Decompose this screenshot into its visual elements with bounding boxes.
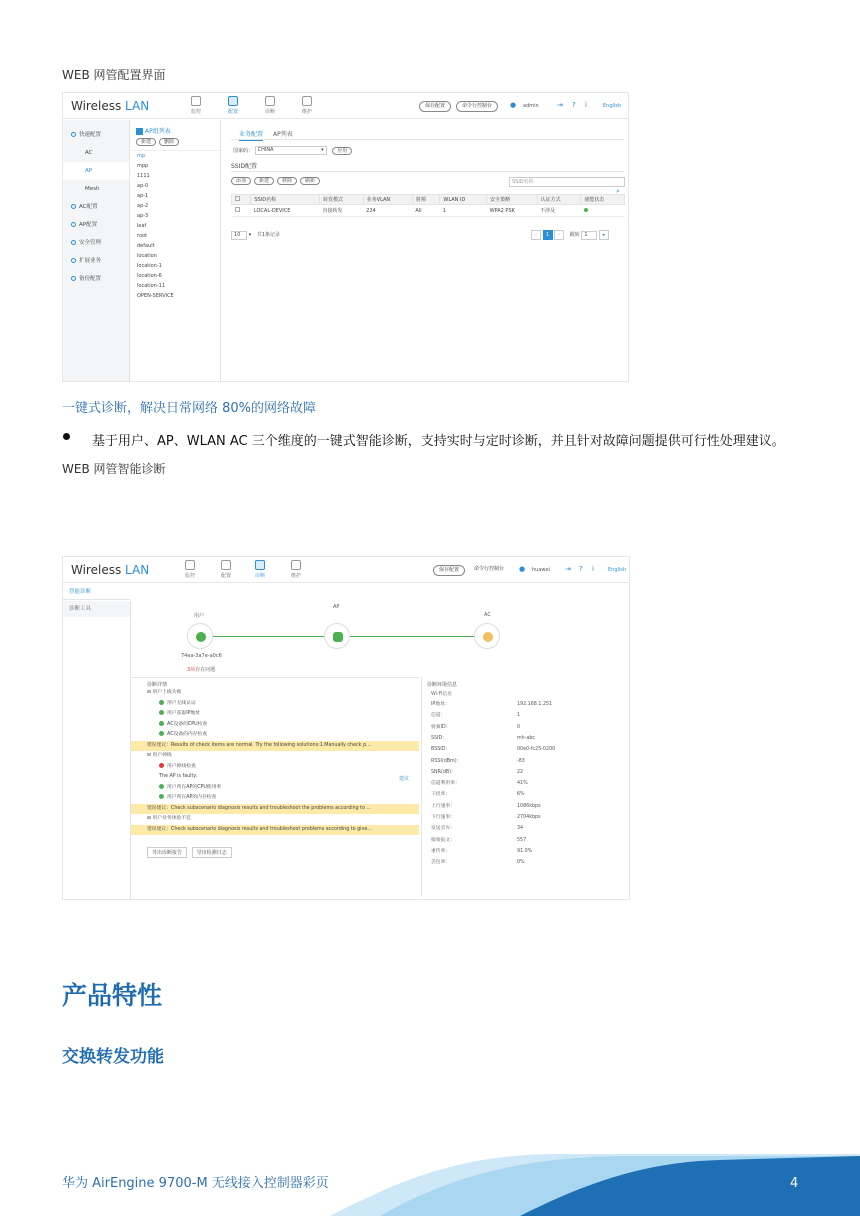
ssid-section-title: SSID配置 <box>231 163 258 170</box>
table-cell: 直接转发 <box>320 205 364 217</box>
info-value: 192.168.1.251 <box>517 702 553 707</box>
web-config-screenshot <box>62 92 629 382</box>
diagnose-caption: 一键式诊断，解决日常网络 80%的网络故障 <box>62 401 317 416</box>
current-page[interactable]: 1 <box>543 230 553 240</box>
export-buttons <box>147 847 232 858</box>
info-value: mh-abc <box>517 735 536 741</box>
logout-icon[interactable]: ⇥ <box>565 565 571 573</box>
nav-diagnose[interactable]: 诊断 <box>257 96 283 115</box>
ssid-table <box>231 194 625 217</box>
search-icon[interactable]: ⌕ <box>616 187 620 195</box>
info-value: 91.0% <box>517 848 533 854</box>
check-item: 用户所在AP的CPU使用率 <box>131 783 419 794</box>
pager-right <box>531 230 609 240</box>
check-icon <box>159 731 164 736</box>
add-ssid-button[interactable]: 添加 <box>231 177 251 185</box>
circle-icon <box>71 222 76 227</box>
suggestion-row: 错误建议：Results of check items are normal. Try the following solutions:1.Manually check p... <box>131 741 419 752</box>
caption-web-diagnose: WEB 网管智能诊断 <box>62 462 166 476</box>
circle-icon <box>71 258 76 263</box>
help-icon[interactable]: ? <box>572 101 576 109</box>
info-title: 诊断环境信息 <box>427 682 458 688</box>
ap-group-item[interactable]: location-6 <box>137 273 162 279</box>
table-cell: 1 <box>440 205 487 217</box>
username: huawei <box>532 567 550 573</box>
monitor-icon <box>185 560 195 570</box>
nav-maintain[interactable]: 维护 <box>283 560 309 579</box>
ap-group-title: AP组列表 <box>131 120 220 138</box>
info-key: 信道： <box>431 713 446 719</box>
user-icon: ● <box>510 101 517 109</box>
user-mac: 74ea-3a7e-a0c6 <box>181 653 222 659</box>
go-icon[interactable]: ▸ <box>599 230 609 240</box>
nav-diagnose[interactable]: 诊断 <box>247 560 273 579</box>
pager-left <box>231 231 280 240</box>
info-value: 41% <box>517 781 528 787</box>
username: admin <box>523 103 539 109</box>
apply-button[interactable]: 应用 <box>332 147 352 155</box>
cli-console-button[interactable]: 命令行控制台 <box>469 565 509 576</box>
node-ap-label: AP <box>333 604 340 610</box>
info-value: 22 <box>517 769 524 775</box>
sidebar-item-mesh[interactable]: Mesh <box>85 186 100 192</box>
info-value: 00e0-fc25-0200 <box>517 747 556 753</box>
sliders-icon <box>265 96 275 106</box>
info-value: -83 <box>517 758 525 764</box>
suggestion-row: 错误建议：Check subscenario diagnosis results and troubleshoot problems according to give... <box>131 825 419 836</box>
table-cell: 不涉及 <box>537 205 581 217</box>
user-icon: ● <box>519 565 526 573</box>
sidebar-item-ac-config[interactable]: AC配置 <box>63 198 129 216</box>
info-value: 0% <box>517 860 525 866</box>
tab-ap-list[interactable]: AP列表 <box>273 131 293 138</box>
diagnose-process-list <box>131 688 419 835</box>
sidebar-item-diagnose-tool[interactable]: 诊断工具 <box>63 601 130 617</box>
cli-console-button[interactable]: 命令行控制台 <box>456 101 498 112</box>
sidebar <box>63 120 130 381</box>
check-item: AC设备的CPU检查 <box>131 720 419 731</box>
page-size-select[interactable]: 10 <box>231 231 247 240</box>
ssid-toolbar <box>231 177 323 185</box>
check-item-failed: 用户掉线检查 <box>131 762 419 773</box>
check-icon <box>159 784 164 789</box>
ap-group-item[interactable]: OPEN-SERVICE <box>137 293 174 299</box>
page-number: 4 <box>790 1176 799 1191</box>
ap-group-item[interactable]: location-11 <box>137 283 166 289</box>
sidebar-item-ap[interactable]: AP <box>63 162 129 180</box>
column-header[interactable]: SSID名称 <box>251 195 320 205</box>
column-header[interactable]: 使能状态 <box>581 195 625 205</box>
heading-product-features: 产品特性 <box>62 981 163 1010</box>
circle-icon <box>71 276 76 281</box>
column-header[interactable]: 安全策略 <box>487 195 538 205</box>
process-title: 诊断详情 <box>147 682 168 688</box>
sidebar-item-backup[interactable]: 备份配置 <box>63 270 129 288</box>
column-header[interactable]: 转发模式 <box>320 195 364 205</box>
info-value: 1086kbps <box>517 803 541 809</box>
ap-group-item[interactable]: leaf <box>137 223 147 229</box>
info-key: 上行速率： <box>431 803 455 809</box>
info-value: 557 <box>517 837 527 843</box>
info-key: 射频ID： <box>431 724 451 730</box>
error-icon <box>159 763 164 768</box>
sidebar-item-ac[interactable]: AC <box>85 150 93 156</box>
info-key: 下行速率： <box>431 815 455 820</box>
info-icon[interactable]: i <box>592 565 594 573</box>
info-key: RSSI(dBm)： <box>431 758 462 764</box>
column-header[interactable]: 射频 <box>412 195 439 205</box>
table-cell: LOCAL-DEVICE <box>251 205 320 217</box>
language-link[interactable]: English <box>603 103 622 109</box>
node-ac-label: AC <box>484 612 491 618</box>
jump-label: 跳转 <box>569 232 580 238</box>
ap-group-item[interactable]: ap-0 <box>137 183 149 189</box>
tab-service-config[interactable]: 业务配置 <box>239 129 263 141</box>
check-icon <box>159 721 164 726</box>
app-logo: Wireless LAN <box>71 99 150 113</box>
info-value: 0 <box>517 724 521 730</box>
info-key: 发送丢弃： <box>431 826 455 832</box>
nav-monitor[interactable]: 监控 <box>183 96 209 115</box>
info-subtitle: Wi-Fi信息 <box>431 692 453 697</box>
nav-maintain[interactable]: 维护 <box>294 96 320 115</box>
logout-icon[interactable]: ⇥ <box>557 101 563 109</box>
info-key: SNR(dB)： <box>431 769 456 775</box>
user-icon <box>196 632 206 642</box>
column-header[interactable]: 认证方式 <box>537 195 581 205</box>
scenario-group[interactable]: ⊟ 用户上线失败 <box>147 690 182 695</box>
country-row: 国家码： CHINA ▾ 应用 <box>233 146 355 155</box>
ap-group-item[interactable]: mpp <box>137 163 149 169</box>
top-bar <box>63 93 628 119</box>
tools-icon <box>291 560 301 570</box>
ap-group-item[interactable]: location-1 <box>137 263 162 269</box>
chevron-down-icon: ▾ <box>248 232 252 238</box>
select-all-checkbox[interactable] <box>232 195 251 205</box>
monitor-icon <box>191 96 201 106</box>
enabled-status-icon <box>584 208 588 212</box>
language-link[interactable]: English <box>608 567 627 573</box>
remove-ssid-button[interactable]: 移除 <box>277 177 297 185</box>
info-key: 丢包率： <box>431 860 451 866</box>
check-item: 用户所在AP的内存检查 <box>131 793 419 804</box>
info-key: 接收报文： <box>431 837 455 843</box>
refresh-button[interactable]: 刷新 <box>300 177 320 185</box>
info-icon[interactable]: i <box>585 101 587 109</box>
suggestion-row: 错误建议：Check subscenario diagnosis results and troubleshoot the problems according to ... <box>131 804 419 815</box>
app-logo: Wireless LAN <box>71 563 150 577</box>
top-bar <box>63 557 629 583</box>
ap-icon <box>333 632 343 642</box>
circle-icon <box>71 204 76 209</box>
total-records: 共1条记录 <box>256 232 280 238</box>
check-icon <box>159 700 164 705</box>
check-icon <box>159 710 164 715</box>
save-config-button[interactable]: 保存配置 <box>433 565 465 576</box>
sliders-icon <box>255 560 265 570</box>
tools-icon <box>302 96 312 106</box>
row-checkbox[interactable] <box>232 205 251 217</box>
export-log-button[interactable]: 导出检测日志 <box>192 847 232 858</box>
circle-icon <box>71 132 76 137</box>
info-value: 6% <box>517 792 525 798</box>
ap-group-item[interactable]: 1111 <box>137 173 150 179</box>
info-key: SSID： <box>431 735 447 741</box>
ap-group-item[interactable]: root <box>137 233 148 239</box>
export-report-button[interactable]: 导出诊断报告 <box>147 847 187 858</box>
new-group-button[interactable]: 新建 <box>136 138 156 146</box>
check-icon <box>159 794 164 799</box>
nav-monitor[interactable]: 监控 <box>177 560 203 579</box>
nav-config[interactable]: 配置 <box>213 560 239 579</box>
table-cell: WPA2 PSK <box>487 205 538 217</box>
suggest-link[interactable]: 建议 <box>399 776 410 782</box>
ap-group-item[interactable]: location <box>137 253 157 259</box>
node-ap[interactable] <box>324 623 350 649</box>
info-key: IP地址： <box>431 702 450 707</box>
column-header[interactable]: WLAN ID <box>440 195 487 205</box>
check-item: AC设备的内存检查 <box>131 730 419 741</box>
delete-group-button[interactable]: 删除 <box>159 138 179 146</box>
table-cell: 224 <box>363 205 412 217</box>
info-key: 干扰率： <box>431 792 451 798</box>
caption-web-config: WEB 网管配置界面 <box>62 68 166 82</box>
ap-group-item[interactable]: ap-2 <box>137 203 149 209</box>
gear-icon <box>228 96 238 106</box>
country-select[interactable]: CHINA ▾ <box>255 146 327 155</box>
info-key: BSSID： <box>431 747 451 753</box>
ap-group-panel <box>131 120 221 381</box>
sidebar-item-extension[interactable]: 扩展业务 <box>63 252 129 270</box>
ap-group-list <box>131 151 220 301</box>
new-ssid-button[interactable]: 新建 <box>254 177 274 185</box>
circle-icon <box>71 240 76 245</box>
help-icon[interactable]: ? <box>579 565 583 573</box>
web-diagnose-screenshot <box>62 556 630 900</box>
issue-summary: 3项存在问题 <box>187 667 216 673</box>
sidebar-item-security[interactable]: 安全管理 <box>63 234 129 252</box>
ac-icon <box>483 632 493 642</box>
jump-input[interactable]: 1 <box>581 231 597 240</box>
save-config-button[interactable]: 保存配置 <box>419 101 451 112</box>
next-page-icon[interactable]: › <box>554 230 564 240</box>
node-ac[interactable] <box>474 623 500 649</box>
column-header[interactable]: 业务VLAN <box>363 195 412 205</box>
sidebar-item-ap-config[interactable]: AP配置 <box>63 216 129 234</box>
info-key: 重传率： <box>431 848 451 854</box>
footer-title: 华为 AirEngine 9700-M 无线接入控制器彩页 <box>62 1176 329 1191</box>
info-value: 2704kbps <box>517 815 541 820</box>
gear-icon <box>221 560 231 570</box>
ap-icon <box>136 128 143 135</box>
chevron-down-icon: ▾ <box>321 147 324 153</box>
check-item: 用户获取IP地址 <box>131 709 419 720</box>
scenario-group[interactable]: ⊟ 用户业务体验不佳 <box>147 816 191 821</box>
ap-group-item[interactable]: mp <box>137 153 146 159</box>
node-user-label: 用户 <box>194 613 205 619</box>
node-user[interactable] <box>187 623 213 649</box>
info-value: 34 <box>517 826 524 832</box>
sidebar-item-quick-config[interactable]: 快速配置 <box>63 126 129 144</box>
ssid-search-input[interactable]: SSID名称 <box>509 177 625 187</box>
fault-detail: The AP is faulty. <box>159 774 198 779</box>
prev-page-icon[interactable]: ‹ <box>531 230 541 240</box>
scenario-group[interactable]: ⊟ 用户掉线 <box>147 753 172 758</box>
table-row[interactable] <box>232 205 625 217</box>
info-value: 1 <box>517 713 521 719</box>
ap-group-item[interactable]: ap-3 <box>137 213 149 219</box>
nav-config[interactable]: 配置 <box>220 96 246 115</box>
sidebar-item-smart-diagnose[interactable]: 智能诊断 <box>63 584 130 600</box>
table-cell <box>581 205 625 217</box>
ap-group-item[interactable]: ap-1 <box>137 193 149 199</box>
check-item: 用户无线认证 <box>131 699 419 710</box>
bullet-dot <box>63 433 70 440</box>
table-cell: All <box>412 205 439 217</box>
heading-switching: 交换转发功能 <box>62 1047 164 1067</box>
info-key: 信道利用率： <box>431 781 460 787</box>
bullet-text: 基于用户、AP、WLAN AC 三个维度的一键式智能诊断，支持实时与定时诊断，并且针对故障问题提供可行性处理建议。 <box>92 434 785 449</box>
ap-group-item[interactable]: default <box>137 243 155 249</box>
